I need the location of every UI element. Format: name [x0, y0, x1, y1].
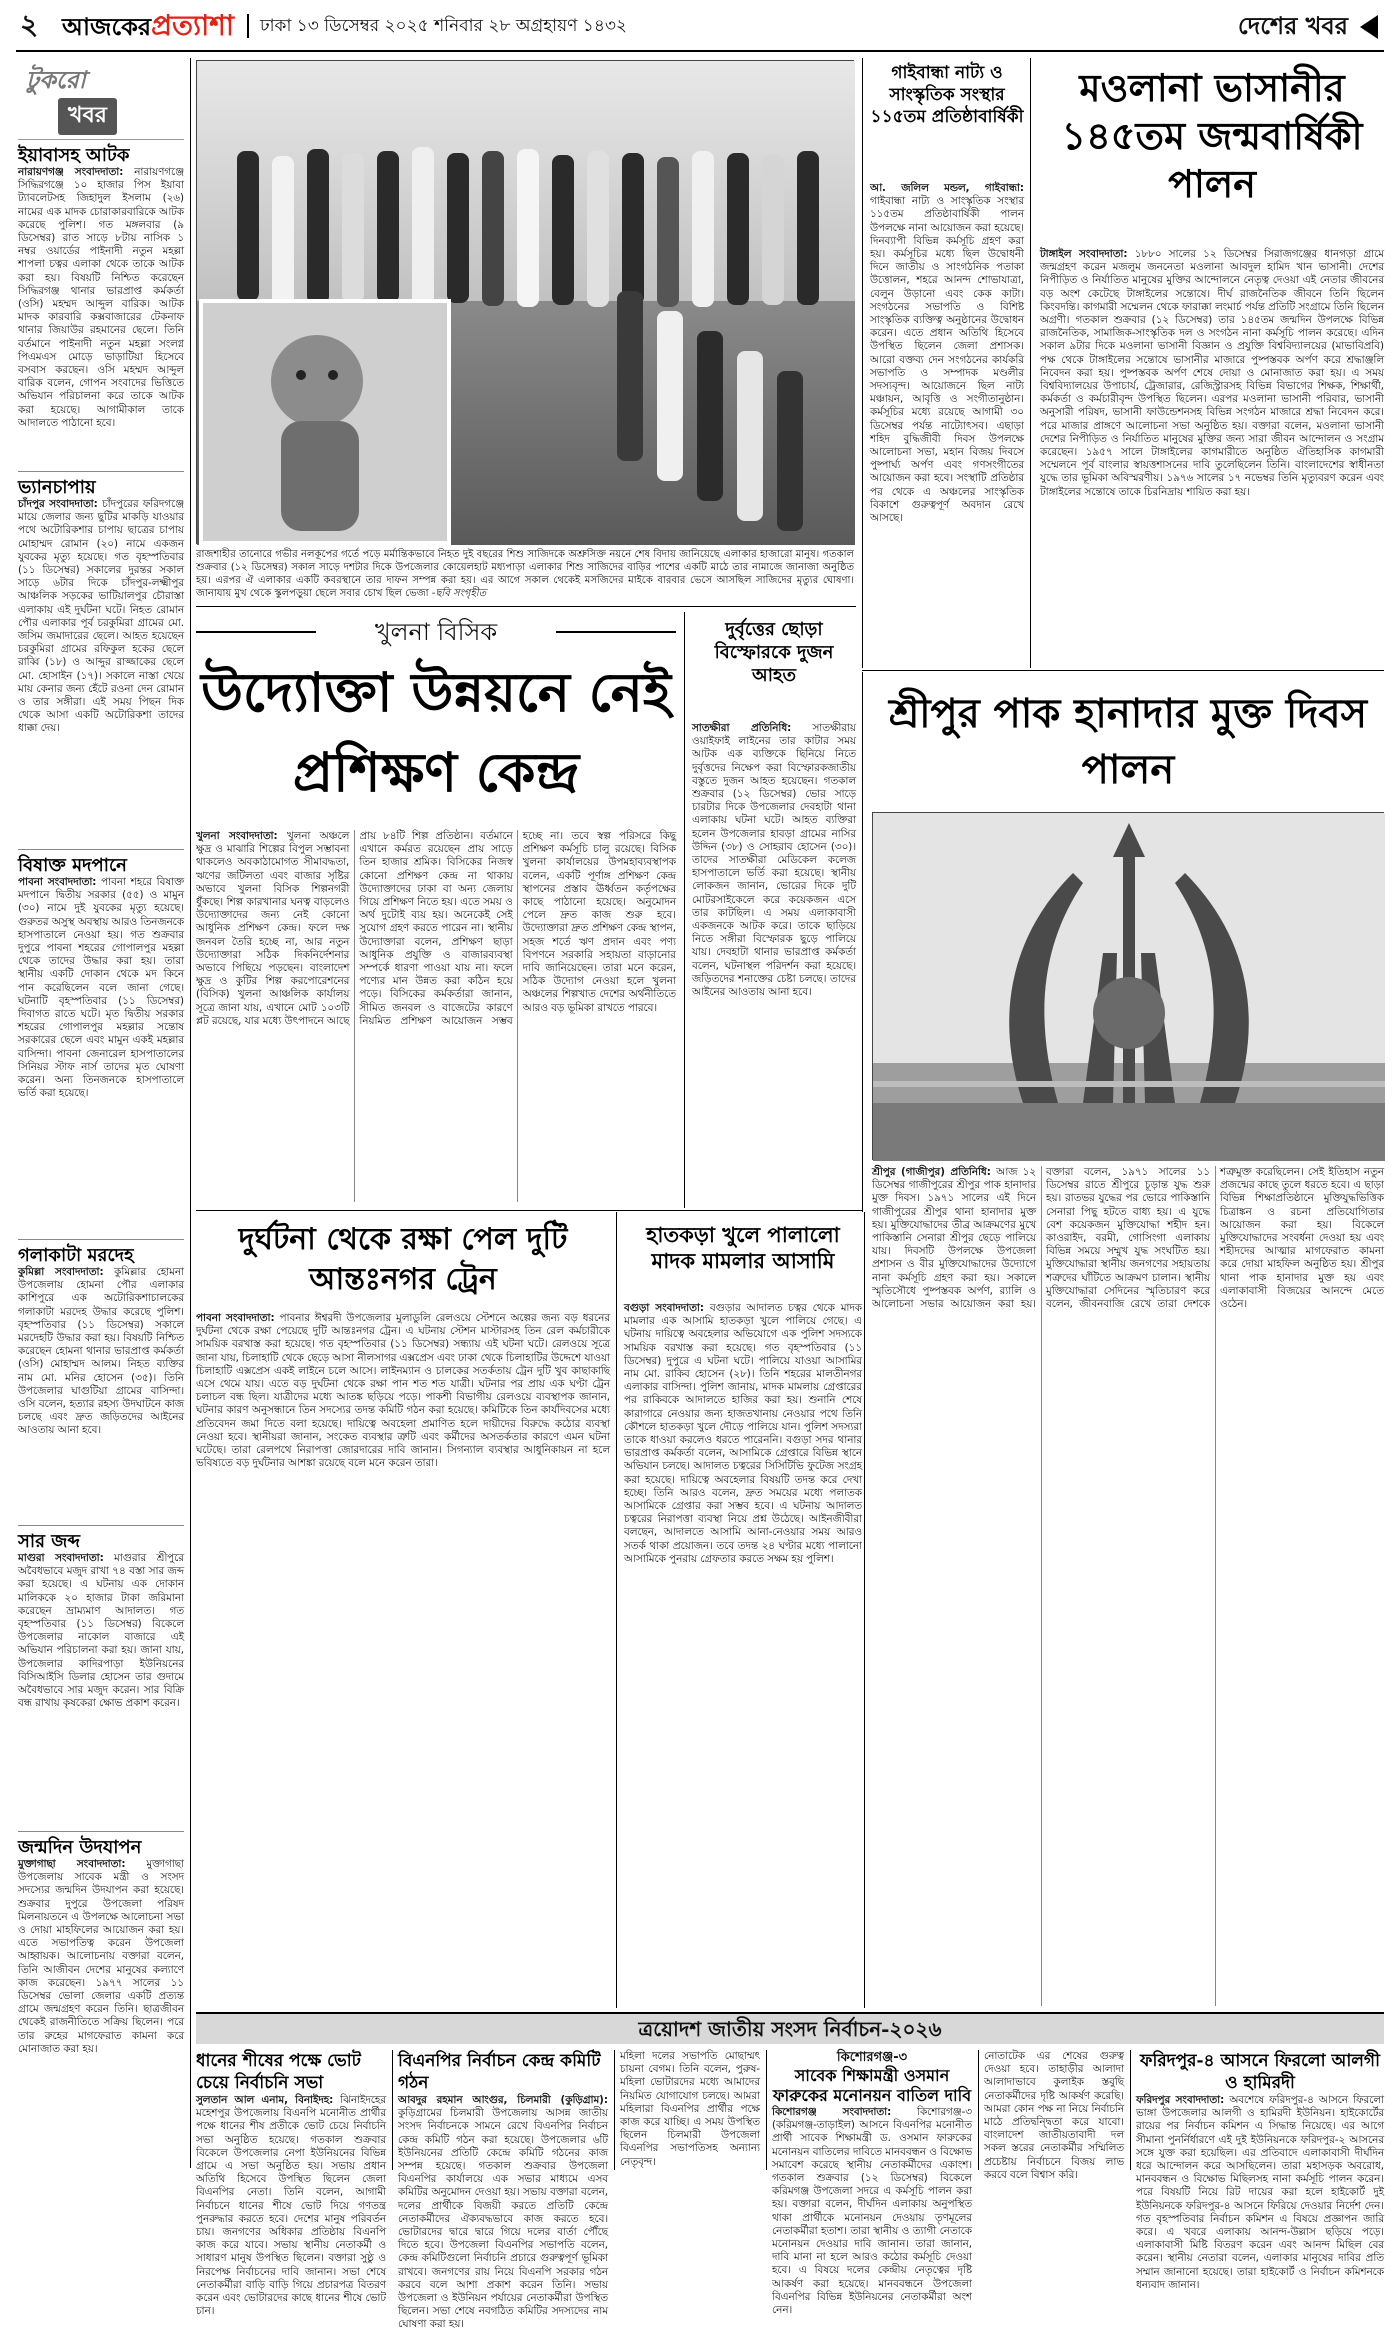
khulna-kicker-box: [196, 616, 676, 648]
monument-photo: [872, 812, 1384, 1160]
brief-text: নারায়ণগঞ্জে সিদ্ধিরগঞ্জে ১০ হাজার পিস ইয়াবা ট্যাবলেটসহ জিহাদুল ইসলাম (২৬) নামের এক মাদক চোরাকারবারিকে আটক করেছে পুলিশ। গত মঙ্গলবার (৯ ডিসেম্বর) রাত সাড়ে ৮টায় নাসিক ১ নম্বর ওয়ার্ডের পাইনাদী নতুন মহল্লা শাপলা চত্বর এলাকা থেকে তাকে আটক করা হয়। বিষয়টি নিশ্চিত করেছেন সিদ্ধিরগঞ্জ থানার ভারপ্রাপ্ত কর্মকর্তা (ওসি) মহম্মদ আব্দুল বারিক। আটক মাদক কারবারি কক্সবাজারের টেকনাফ থানার জিয়াউর রহমানের ছেলে। তিনি বর্তমানে পাইনাদী নতুন মহল্লা সংলগ্ন পিএমএস মোড়ে ভাড়াটিয়া হিসেবে বসবাস করছেন। ওসি মহম্মদ আব্দুল বারিক বলেন, গোপন সংবাদের ভিত্তিতে অভিযান পরিচালনা করে তাকে আটক করা হয়েছে। আগামীকাল তাকে আদালতে পাঠানো হবে।: [18, 166, 184, 429]
bogura-headline: হাতকড়া খুলে পালালো মাদক মামলার আসামি: [646, 1222, 840, 1273]
brief-body: [18, 1858, 184, 2056]
brief-item: [18, 1532, 184, 1832]
brief-byline: চাঁদপুর সংবাদদাতা:: [18, 498, 98, 510]
train-headline: দুর্ঘটনা থেকে রক্ষা পেল দুটি আন্তঃনগর ট্রেন: [238, 1222, 568, 1297]
train-body: [196, 1312, 610, 2002]
brief-text: মুক্তাগাছা উপজেলায় সাবেক মন্ত্রী ও সংসদ সদস্যের জন্মদিন উদযাপন করা হয়েছে। শুক্রবার দুপুরে উপজেলা পরিষদ মিলনায়তনে এ উপলক্ষে আলোচনা সভা ও দোয়া মাহফিলের আয়োজন করা হয়। এতে সভাপতিত্ব করেন উপজেলা আহ্বায়ক। আলোচনায় বক্তারা বলেন, তিনি আজীবন দেশের মানুষের কল্যাণে কাজ করেছেন। ১৯৭৭ সালের ১১ ডিসেম্বর ভোলা জেলার একটি প্রত্যন্ত গ্রামে জন্মগ্রহণ করেন তিনি। ছাত্রজীবন থেকেই রাজনীতিতে সক্রিয় ছিলেন। পরে তার রুহের মাগফেরাত কামনা করে মোনাজাত করা হয়।: [18, 1858, 184, 2055]
column-rule: [616, 1212, 617, 2008]
logo-part-b: প্রত্যাশা: [151, 9, 234, 42]
column-rule: [766, 2050, 767, 2170]
kishoreganj-text: কিশোরগঞ্জ-৩ (করিমগঞ্জ-তাড়াইল) আসনে বিএনপির মনোনীত প্রার্থী সাবেক শিক্ষামন্ত্রী ড. ওসমান ফারুকের মনোনয়ন বাতিলের দাবিতে মানববন্ধন ও বিক্ষোভ সমাবেশ করেছে স্থানীয় নেতাকর্মীদের একাংশ। গতকাল শুক্রবার (১২ ডিসেম্বর) বিকেলে করিমগঞ্জ উপজেলা সদরে এ কর্মসূচি পালন করা হয়। বক্তারা বলেন, দীর্ঘদিন এলাকায় অনুপস্থিত থাকা প্রার্থীকে মনোনয়ন দেওয়ায় তৃণমূলের নেতাকর্মীরা হতাশ। তারা স্থানীয় ও ত্যাগী নেতাকে মনোনয়ন দেওয়ার দাবি জানান। তারা জানান, দাবি মানা না হলে আরও কঠোর কর্মসূচি দেওয়া হবে। এ বিষয়ে দলের কেন্দ্রীয় নেতৃত্বের দৃষ্টি আকর্ষণ করা হয়েছে। মানববন্ধনে উপজেলা বিএনপির বিভিন্ন ইউনিয়নের নেতাকর্মীরা অংশ নেন।: [772, 2106, 972, 2317]
caption-text: রাজশাহীর তানোরে গভীর নলকূপের গর্তে পড়ে মর্মান্তিকভাবে নিহত দুই বছরের শিশু সাজিদকে অশ্রুসিক্ত নয়নে শেষ বিদায় জানিয়েছে এলাকার হাজারো মানুষ। গতকাল শুক্রবার (১২ ডিসেম্বর) সকাল সাড়ে দশটার দিকে উপজেলার কোয়েলহাট মধ্যপাড়া এলাকার শিশু সাজিদের বাড়ির পাশের একটি মাঠে তার নামাজে জানাজা অনুষ্ঠিত হয়। এরপর ঐ এলাকার একটি কবরস্থানে তার দাফন সম্পন্ন করা হয়। এর আগে সকাল থেকেই মসজিদের মাইকে বারবার ভেসে আসছিল সাজিদের মৃত্যুর ঘোষণা। জানাযায় মুখ থেকে স্কুলপড়ুয়া ছেলে সবার চোখ ছিল ভেজা: [196, 549, 854, 599]
sreepur-headline: শ্রীপুর পাক হানাদার মুক্ত দিবস পালন: [888, 690, 1368, 793]
bhashani-body: [1040, 248, 1384, 666]
brief-title: গলাকাটা মরদেহ: [18, 1245, 134, 1266]
bogura-text: বগুড়ার আদালত চত্বর থেকে মাদক মামলার এক আসামি হাতকড়া খুলে পালিয়ে গেছে। এ ঘটনায় দায়িত্বে অবহেলার অভিযোগে এক পুলিশ সদস্যকে সাময়িক বরখাস্ত করা হয়েছে। গত বৃহস্পতিবার (১১ ডিসেম্বর) দুপুরে এ ঘটনা ঘটে। পালিয়ে যাওয়া আসামির নাম মো. রাকিব হোসেন (২৮)। তিনি শহরের মালতীনগর এলাকার বাসিন্দা। পুলিশ জানায়, মাদক মামলায় গ্রেপ্তারের পর রাকিবকে আদালতে হাজির করা হয়। শুনানি শেষে কারাগারে নেওয়ার জন্য হাজতখানায় নেওয়ার পথে তিনি কৌশলে হাতকড়া খুলে দৌড়ে পালিয়ে যান। পুলিশ সদস্যরা তাকে ধাওয়া করলেও ধরতে পারেননি। বগুড়া সদর থানার ভারপ্রাপ্ত কর্মকর্তা বলেন, আসামিকে গ্রেপ্তারে বিভিন্ন স্থানে অভিযান চলছে। আদালত চত্বরের সিসিটিভি ফুটেজ সংগ্রহ করা হয়েছে। দায়িত্বে অবহেলার বিষয়টি তদন্ত করে দেখা হচ্ছে। তিনি আরও বলেন, দ্রুত সময়ের মধ্যে পলাতক আসামিকে গ্রেপ্তার করা সম্ভব হবে। এ ঘটনায় আদালত চত্বরের নিরাপত্তা ব্যবস্থা নিয়ে প্রশ্ন উঠেছে। আইনজীবীরা বলছেন, আদালতে আসামি আনা-নেওয়ার সময় আরও সতর্ক থাকা প্রয়োজন। তবে তদন্ত ২৪ ঘণ্টার মধ্যে পালানো আসামিকে পুনরায় গ্রেফতার করতে সক্ষম হয় পুলিশ।: [624, 1302, 863, 1565]
faridpur-story: [1136, 2050, 1385, 2291]
khulna-text: খুলনা অঞ্চলে ক্ষুদ্র ও মাঝারি শিল্পের বিপুল সম্ভাবনা থাকলেও অবকাঠামোগত সীমাবদ্ধতা, ঋণের জটিলতা এবং বাজার সৃষ্টির অভাবে খুলনা বিসিক শিল্পনগরী ধুঁকছে। শিল্প কারখানার ঘনত্ব বাড়লেও উদ্যোক্তাদের জন্য নেই কোনো আধুনিক প্রশিক্ষণ কেন্দ্র। ফলে দক্ষ জনবল তৈরি হচ্ছে না, আর নতুন উদ্যোক্তারা সঠিক দিকনির্দেশনার অভাবে পিছিয়ে পড়ছেন। বাংলাদেশ ক্ষুদ্র ও কুটির শিল্প করপোরেশনের (বিসিক) খুলনা আঞ্চলিক কার্যালয় সূত্রে জানা যায়, এখানে মোট ১০৩টি প্লট রয়েছে, যার মধ্যে উৎপাদনে আছে প্রায় ৮৪টি শিল্প প্রতিষ্ঠান। বর্তমানে এখানে কর্মরত রয়েছেন প্রায় সাড়ে তিন হাজার শ্রমিক। বিসিকের নিজস্ব কোনো প্রশিক্ষণ কেন্দ্র না থাকায় উদ্যোক্তাদের ঢাকা বা অন্য জেলায় গিয়ে প্রশিক্ষণ নিতে হয়। এতে সময় ও অর্থ দুটোই ব্যয় হয়। অনেকেই সেই সুযোগ গ্রহণ করতে পারেন না। স্থানীয় উদ্যোক্তারা বলেন, প্রশিক্ষণ ছাড়া আধুনিক প্রযুক্তি ও বাজারব্যবস্থা সম্পর্কে ধারণা পাওয়া যায় না। ফলে পণ্যের মান উন্নত করা কঠিন হয়ে পড়ে। বিসিকের কর্মকর্তারা জানান, সীমিত জনবল ও বাজেটের কারণে নিয়মিত প্রশিক্ষণ আয়োজন সম্ভব হচ্ছে না। তবে স্বল্প পরিসরে কিছু প্রশিক্ষণ কর্মসূচি চালু রয়েছে। বিসিক খুলনা কার্যালয়ের উপমহাব্যবস্থাপক বলেন, একটি পূর্ণাঙ্গ প্রশিক্ষণ কেন্দ্র স্থাপনের প্রস্তাব ঊর্ধ্বতন কর্তৃপক্ষের কাছে পাঠানো হয়েছে। অনুমোদন পেলে দ্রুত কাজ শুরু হবে। উদ্যোক্তারা দ্রুত প্রশিক্ষণ কেন্দ্র স্থাপন, সহজ শর্তে ঋণ প্রদান এবং পণ্য বিপণনে সরকারি সহায়তা বাড়ানোর দাবি জানিয়েছেন। তারা মনে করেন, সঠিক উদ্যোগ নেওয়া হলে খুলনা অঞ্চলের শিল্পখাত দেশের অর্থনীতিতে আরও বড় ভূমিকা রাখতে পারবে।: [196, 830, 676, 1027]
dhan-story: [196, 2050, 386, 2318]
bnp-byline: আবদুর রহমান আংগুর, চিলমারী (কুড়িগ্রাম):: [398, 2094, 608, 2106]
brief-title: ভ্যানচাপায়: [18, 477, 96, 498]
election-band: [196, 2012, 1384, 2044]
brief-body: [18, 1552, 184, 1710]
bogura-body: [624, 1302, 862, 2002]
brief-byline: নারায়ণগঞ্জ সংবাদদাতা:: [18, 166, 124, 178]
satkhira-text: সাতক্ষীরায় ওয়াইফাই লাইনের তার কাটার সময় আটক এক ব্যক্তিকে ছিনিয়ে নিতে দুর্বৃত্তদের নিক্ষেপ করা বিস্ফোরকজাতীয় বস্তুতে দুজন আহত হয়েছেন। গতকাল শুক্রবার (১২ ডিসেম্বর) ভোর সাড়ে চারটার দিকে উপজেলার দেবহাটা থানা এলাকায় ঘটনা ঘটে। আহত ব্যক্তিরা হলেন উপজেলার হাবড়া গ্রামের নাসির উদ্দিন (৩৮) ও সোহরাব হোসেন (৩০)। তাদের সাতক্ষীরা মেডিকেল কলেজ হাসপাতালে ভর্তি করা হয়েছে। স্থানীয় লোকজন জানান, ভোরের দিকে দুটি মোটরসাইকেলে করে কয়েকজন এসে তার কাটছিল। এ সময় এলাকাবাসী একজনকে আটক করে। তাকে ছাড়িয়ে নিতে সঙ্গীরা বিস্ফোরক ছুড়ে পালিয়ে যায়। দেবহাটা থানার ভারপ্রাপ্ত কর্মকর্তা বলেন, ঘটনাস্থল পরিদর্শন করা হয়েছে। জড়িতদের শনাক্তের চেষ্টা চলছে। তাদের আইনের আওতায় আনা হবে।: [692, 722, 856, 999]
column-rule: [862, 672, 863, 1212]
section-rule: [196, 1210, 862, 1211]
khulna-byline: খুলনা সংবাদদাতা:: [196, 830, 278, 842]
brief-byline: পাবনা সংবাদদাতা:: [18, 876, 97, 888]
brief-byline: মুক্তাগাছা সংবাদদাতা:: [18, 1858, 126, 1870]
faridpur-body: [1136, 2094, 1384, 2292]
faridpur-text: অবশেষে ফরিদপুর-৪ আসনে ফিরলো ভাঙ্গা উপজেলার আলগী ও হামিরদী ইউনিয়ন। হাইকোর্টের রায়ের পর নির্বাচন কমিশন এ সিদ্ধান্ত নিয়েছে। এর আগে সীমানা পুনর্নির্ধারণে এই দুই ইউনিয়নকে ফরিদপুর-২ আসনের সঙ্গে যুক্ত করা হয়েছিল। এর প্রতিবাদে এলাকাবাসী দীর্ঘদিন ধরে আন্দোলন করে আসছিলেন। তারা মহাসড়ক অবরোধ, মানববন্ধন ও বিক্ষোভ মিছিলসহ নানা কর্মসূচি পালন করেন। পরে বিষয়টি নিয়ে রিট দায়ের করা হলে হাইকোর্ট দুই ইউনিয়নকে ফরিদপুর-৪ আসনে ফিরিয়ে দেওয়ার নির্দেশ দেন। গত বৃহস্পতিবার নির্বাচন কমিশন এ বিষয়ে প্রজ্ঞাপন জারি করে। এ খবরে এলাকায় আনন্দ-উল্লাস ছড়িয়ে পড়ে। এলাকাবাসী মিষ্টি বিতরণ করেন এবং আনন্দ মিছিল বের করেন। স্থানীয় নেতারা বলেন, এলাকার মানুষের দাবির প্রতি সম্মান জানানো হয়েছে। তারা হাইকোর্ট ও নির্বাচন কমিশনকে ধন্যবাদ জানান।: [1136, 2094, 1385, 2291]
sreepur-text: আজ ১২ ডিসেম্বর গাজীপুরের শ্রীপুর পাক হানাদার মুক্ত দিবস। ১৯৭১ সালের এই দিনে গাজীপুরের শ্রীপুর থানা হানাদার মুক্ত হয়। মুক্তিযোদ্ধাদের তীব্র আক্রমণের মুখে পাকিস্তানি সেনারা শ্রীপুর ছেড়ে পালিয়ে যায়। দিবসটি উপলক্ষে উপজেলা প্রশাসন ও বীর মুক্তিযোদ্ধাদের উদ্যোগে নানা কর্মসূচি গ্রহণ করা হয়। সকালে স্মৃতিসৌধে পুষ্পস্তবক অর্পণ, র‍্যালি ও আলোচনা সভার আয়োজন করা হয়। বক্তারা বলেন, ১৯৭১ সালের ১১ ডিসেম্বর রাতে শ্রীপুরে চূড়ান্ত যুদ্ধ শুরু হয়। রাতভর যুদ্ধের পর ভোরে পাকিস্তানি সেনারা পিছু হটতে বাধ্য হয়। এ যুদ্ধে বেশ কয়েকজন মুক্তিযোদ্ধা শহীদ হন। কাওরাইদ, বরমী, গোসিংগা এলাকায় বিভিন্ন সময়ে সম্মুখ যুদ্ধ সংঘটিত হয়। মুক্তিযোদ্ধারা স্থানীয় জনগণের সহায়তায় শত্রুদের ঘাঁটিতে আক্রমণ চালান। স্থানীয় মুক্তিযোদ্ধারা সেদিনের স্মৃতিচারণ করে বলেন, জীবনবাজি রেখে তারা দেশকে শত্রুমুক্ত করেছিলেন। সেই ইতিহাস নতুন প্রজন্মের কাছে তুলে ধরতে হবে। এ ছাড়া বিভিন্ন শিক্ষাপ্রতিষ্ঠানে মুক্তিযুদ্ধভিত্তিক চিত্রাঙ্কন ও রচনা প্রতিযোগিতার আয়োজন করা হয়। বিকেলে মুক্তিযোদ্ধাদের সংবর্ধনা দেওয়া হয় এবং শহীদদের আত্মার মাগফেরাত কামনা করে দোয়া মাহফিল অনুষ্ঠিত হয়। শ্রীপুর থানা পাক হানাদার মুক্ত হয় এবং এলাকাবাসী বিজয়ের আনন্দে মেতে ওঠেন।: [872, 1166, 1384, 1311]
satkhira-body: [692, 722, 856, 1202]
sreepur-body: [872, 1166, 1384, 2006]
brief-title: জন্মদিন উদযাপন: [18, 1837, 142, 1858]
column-rule: [614, 2050, 615, 2170]
brief-item: [18, 478, 184, 850]
page-number: ২: [20, 8, 39, 41]
brief-item: [18, 1838, 184, 2168]
bogura-byline: বগুড়া সংবাদদাতা:: [624, 1302, 704, 1314]
brief-text: মাগুরার শ্রীপুরে অবৈধভাবে মজুদ রাখা ৭৪ বস্তা সার জব্দ করা হয়েছে। এ ঘটনায় এক দোকান মালিককে ২০ হাজার টাকা জরিমানা করেছেন ভ্রাম্যমাণ আদালত। গত বৃহস্পতিবার (১১ ডিসেম্বর) বিকেলে উপজেলার নাকোল বাজারে এই অভিযান পরিচালনা করা হয়। জানা যায়, উপজেলার কাদিরপাড়া ইউনিয়নের বিসিআইসি ডিলার হোসেন তার গুদামে অবৈধভাবে সার মজুদ করেন। সার বিক্রি বন্ধ রাখায় কৃষকেরা ক্ষোভ প্রকাশ করেন।: [18, 1552, 184, 1710]
column-rule: [1030, 58, 1031, 668]
masthead: [0, 0, 1400, 52]
brief-body: [18, 876, 184, 1100]
kishoreganj-story: [772, 2050, 972, 2317]
section-rule: [862, 670, 1384, 671]
column-rule: [684, 612, 685, 1208]
gaibandha-byline: আ. জলিল মন্ডল, গাইবান্ধা:: [870, 182, 1024, 194]
dhan-body: [196, 2094, 386, 2318]
brief-body: [18, 1266, 184, 1438]
kishoreganj-byline: কিশোরগঞ্জ সংবাদদাতা:: [772, 2106, 892, 2118]
brief-title: ইয়াবাসহ আটক: [18, 145, 130, 166]
brief-title: সার জব্দ: [18, 1531, 81, 1552]
bhashani-text: ১৮৮০ সালের ১২ ডিসেম্বর সিরাজগঞ্জের ধানগড়া গ্রামে জন্মগ্রহণ করেন মজলুম জননেতা মওলানা আবদুল হামিদ খান ভাসানী। দেশের নিপীড়িত ও নির্যাতিত মানুষের মুক্তির আন্দোলনে নেতৃত্ব দেওয়া এই নেতার জীবনের বড় অংশ কেটেছে টাঙ্গাইলের সন্তোষে। দীর্ঘ রাজনৈতিক জীবনে তিনি ছিলেন কিংবদন্তি। কাগমারী সম্মেলন থেকে ফারাক্কা লংমার্চ পর্যন্ত প্রতিটি সংগ্রামে তিনি ছিলেন অগ্রণী। গতকাল শুক্রবার (১২ ডিসেম্বর) তার ১৪৫তম জন্মদিন উপলক্ষে বিভিন্ন রাজনৈতিক, সামাজিক-সাংস্কৃতিক দল ও সংগঠন নানা কর্মসূচি পালন করেছে। এদিন সকাল ৯টার দিকে মওলানা ভাসানী বিজ্ঞান ও প্রযুক্তি বিশ্ববিদ্যালয়ের (মাভাবিপ্রবি) পক্ষ থেকে টাঙ্গাইলের সন্তোষে ভাসানীর মাজারে পুষ্পস্তবক অর্পণ করে শ্রদ্ধাঞ্জলি নিবেদন করা হয়। পুষ্পস্তবক অর্পণ শেষে দোয়া ও মোনাজাত করা হয়। এ সময় বিশ্ববিদ্যালয়ের উপাচার্য, ট্রেজারার, রেজিস্ট্রারসহ বিভিন্ন বিভাগের শিক্ষক, শিক্ষার্থী, কর্মকর্তা ও কর্মচারীবৃন্দ উপস্থিত ছিলেন। এরপর মওলানা ভাসানী পরিবার, ভাসানী অনুসারী পরিষদ, ভাসানী ফাউন্ডেশনসহ বিভিন্ন সংগঠন মাজারে শ্রদ্ধা নিবেদন করে। পরে মাজার প্রাঙ্গণে আলোচনা সভা অনুষ্ঠিত হয়। বক্তারা বলেন, মওলানা ভাসানী দেশের নিপীড়িত ও নির্যাতিত মানুষের মুক্তির জন্য সারা জীবন আন্দোলন ও সংগ্রাম করেছেন। ১৯৫৭ সালে টাঙ্গাইলের কাগমারীতে অনুষ্ঠিত ঐতিহাসিক কাগমারী সম্মেলনে পূর্ব বাংলার স্বায়ত্তশাসনের দাবি তুলেছিলেন তিনি। বাংলাদেশের স্বাধীনতা যুদ্ধে তার ভূমিকা অবিস্মরণীয়। ১৯৭৬ সালের ১৭ নভেম্বর তিনি মৃত্যুবরণ করেন এবং টাঙ্গাইলের সন্তোষে তাকে চিরনিদ্রায় শায়িত করা হয়।: [1040, 248, 1384, 498]
sreepur-byline: শ্রীপুর (গাজীপুর) প্রতিনিধি:: [872, 1166, 991, 1178]
satkhira-headline: দুর্বৃত্তের ছোড়া বিস্ফোরকে দুজন আহত: [714, 619, 834, 686]
sidebar-rule: [190, 58, 191, 2168]
khulna-body: [196, 830, 676, 1202]
train-byline: পাবনা সংবাদদাতা:: [196, 1312, 275, 1324]
brief-text: পাবনা শহরে বিষাক্ত মদপানে দ্বিতীয় সরকার (৫৫) ও মামুন (৩০) নামে দুই যুবকের মৃত্যু হয়েছে। গুরুতর অসুস্থ অবস্থায় আরও তিনজনকে হাসপাতালে নেওয়া হয়। গত শুক্রবার দুপুরে পাবনা শহরের গোপালপুর মহল্লা থেকে তাদের উদ্ধার করা হয়। তারা স্থানীয় একটি দোকান থেকে মদ কিনে পান করেছিলেন বলে জানা গেছে। ঘটনাটি বৃহস্পতিবার (১১ ডিসেম্বর) দিবাগত রাতে ঘটে। মৃত দ্বিতীয় সরকার শহরের গোপালপুর মহল্লার সন্তোষ সরকারের ছেলে এবং মামুন একই মহল্লার বাসিন্দা। পাবনা জেনারেল হাসপাতালের সিনিয়র স্টাফ নার্স তাদের মৃত ঘোষণা করেন। অন্য তিনজনকে হাসপাতালে ভর্তি করা হয়েছে।: [18, 876, 185, 1100]
masthead-divider: [247, 14, 249, 38]
bnp-text: কুড়িগ্রামের চিলমারী উপজেলায় আসন্ন জাতীয় সংসদ নির্বাচনকে সামনে রেখে বিএনপির নির্বাচন কেন্দ্র কমিটি গঠন করা হয়েছে। উপজেলার ৬টি ইউনিয়নের প্রতিটি কেন্দ্রে কমিটি গঠনের কাজ সম্পন্ন হয়েছে। গতকাল শুক্রবার উপজেলা বিএনপির কার্যালয়ে এক সভার মাধ্যমে এসব কমিটির অনুমোদন দেওয়া হয়। সভায় বক্তারা বলেন, দলের প্রার্থীকে বিজয়ী করতে প্রতিটি কেন্দ্রে নেতাকর্মীদের ঐক্যবদ্ধভাবে কাজ করতে হবে। ভোটারদের দ্বারে দ্বারে গিয়ে দলের বার্তা পৌঁছে দিতে হবে। উপজেলা বিএনপির সভাপতি বলেন, কেন্দ্র কমিটিগুলো নির্বাচনি প্রচারে গুরুত্বপূর্ণ ভূমিকা রাখবে। জনগণের রায় নিয়ে বিএনপি সরকার গঠন করবে বলে আশা প্রকাশ করেন তিনি। সভায় উপজেলা ও ইউনিয়ন পর্যায়ের নেতাকর্মীরা উপস্থিত ছিলেন। সভা শেষে নবগঠিত কমিটির সদস্যদের নাম ঘোষণা করা হয়।: [398, 2107, 608, 2331]
brief-byline: কুমিল্লা সংবাদদাতা:: [18, 1266, 104, 1278]
brief-item: [18, 856, 184, 1240]
election-stories: [196, 2050, 1385, 2331]
brief-item: [18, 1246, 184, 1526]
funeral-photo-caption: [196, 548, 854, 602]
kicker-line-right: [556, 631, 676, 633]
brief-item: [18, 146, 184, 472]
kishoreganj-kicker: কিশোরগঞ্জ-৩: [836, 2050, 908, 2065]
funeral-photo: [196, 60, 854, 544]
funeral-photo-image: [197, 61, 855, 545]
bhashani-byline: টাঙ্গাইল সংবাদদাতা:: [1040, 248, 1128, 260]
brief-byline: মাগুরা সংবাদদাতা:: [18, 1552, 104, 1564]
dhan-headline: ধানের শীষের পক্ষে ভোট চেয়ে নির্বাচনি সভা: [196, 2051, 361, 2093]
section-arrow-icon: [1360, 15, 1378, 39]
sidebar-briefs: [18, 60, 184, 2168]
bnp-story: [398, 2050, 608, 2331]
briefs-logo-bottom: খবর: [58, 98, 117, 135]
dateline: ঢাকা ১৩ ডিসেম্বর ২০২৫ শনিবার ২৮ অগ্রহায়ণ ১৪৩২: [260, 16, 627, 36]
monument-photo-image: [873, 813, 1385, 1161]
column-rule: [978, 2050, 979, 2170]
briefs-logo: [18, 60, 184, 140]
gaibandha-headline: গাইবান্ধা নাট্য ও সাংস্কৃতিক সংস্থার ১১৫তম প্রতিষ্ঠাবার্ষিকী: [870, 63, 1024, 127]
kishoreganj-headline: সাবেক শিক্ষামন্ত্রী ওসমান ফারুকের মনোনয়ন বাতিল দাবি: [772, 2066, 972, 2105]
section-label: দেশের খবর: [1237, 11, 1348, 40]
faridpur-byline: ফরিদপুর সংবাদদাতা:: [1136, 2094, 1225, 2106]
masthead-rule: [16, 50, 1384, 52]
briefs-logo-top: টুকরো: [26, 65, 86, 94]
masthead-logo: [62, 8, 234, 48]
khulna-kicker: খুলনা বিসিক: [374, 618, 498, 646]
bhashani-headline: মওলানা ভাসানীর ১৪৫তম জন্মবার্ষিকী পালন: [1061, 65, 1363, 206]
kishoreganj-continued: নোতাটেক এর শেষের গুরুত্ব দেওয়া হবে। তাহাড়ীর আলাদা আলাদাভাবে কুলাইক স্তবুছি নেতাকর্মীদের দৃষ্টি আকর্ষণ করেছি। আমরা কোন পক্ষ না নিয়ে নির্বাচনি মাঠে প্রতিদ্বন্দ্বিতা করে যাবো। বাংলাদেশ জাতীয়তাবাদী দল সকল স্তরের নেতাকর্মীর সম্মিলিত প্রচেষ্টায় নির্বাচনে বিজয় লাভ করবে বলে বিশ্বাস করি।: [984, 2050, 1124, 2181]
khulna-headline: উদ্যোক্তা উন্নয়নে নেই প্রশিক্ষণ কেন্দ্র: [200, 660, 672, 804]
train-text: পাবনার ঈশ্বরদী উপজেলার মুলাডুলি রেলওয়ে স্টেশনে অল্পের জন্য বড় ধরনের দুর্ঘটনা থেকে রক্ষা পেয়েছে দুটি আন্তঃনগর ট্রেন। এ ঘটনায় স্টেশন মাস্টারসহ তিন রেল কর্মচারীকে সাময়িক বরখাস্ত করা হয়েছে। গত বৃহস্পতিবার (১১ ডিসেম্বর) সন্ধ্যায় এই ঘটনা ঘটে। রেলওয়ে সূত্রে জানা যায়, চিলাহাটি থেকে ছেড়ে আসা নীলসাগর এক্সপ্রেস এবং ঢাকা থেকে চিলাহাটির উদ্দেশে যাওয়া চিলাহাটি এক্সপ্রেস একই লাইনে চলে আসে। লাইনম্যান ও চালকের সতর্কতায় ট্রেন দুটি খুব কাছাকাছি এসে থেমে যায়। এতে বড় দুর্ঘটনা থেকে রক্ষা পান শত শত যাত্রী। ঘটনার পর প্রায় এক ঘণ্টা ট্রেন চলাচল বন্ধ ছিল। যাত্রীদের মধ্যে আতঙ্ক ছড়িয়ে পড়ে। পাকশী বিভাগীয় রেলওয়ে ব্যবস্থাপক জানান, ঘটনার কারণ অনুসন্ধানে তিন সদস্যের তদন্ত কমিটি গঠন করা হয়েছে। কমিটিকে তিন কার্যদিবসের মধ্যে প্রতিবেদন জমা দিতে বলা হয়েছে। দায়িত্বে অবহেলা প্রমাণিত হলে দায়ীদের বিরুদ্ধে কঠোর ব্যবস্থা নেওয়া হবে। স্থানীয়রা জানান, সংকেত ব্যবস্থার ত্রুটি এবং কর্মীদের অসতর্কতার কারণে এমন ঘটনা ঘটেছে। তারা রেলপথে নিরাপত্তা জোরদারের দাবি জানান। সিগন্যাল ব্যবস্থার আধুনিকায়ন না হলে ভবিষ্যতে বড় দুর্ঘটনার আশঙ্কা রয়েছে বলে মনে করেন তারা।: [196, 1312, 610, 1470]
dhan-byline: সুলতান আল এনাম, বিনাইদহ:: [196, 2094, 334, 2106]
brief-title: বিষাক্ত মদপানে: [18, 855, 127, 876]
brief-body: [18, 166, 184, 430]
kicker-line-left: [196, 631, 316, 633]
photo-bottom-rule: [196, 606, 856, 607]
satkhira-byline: সাতক্ষীরা প্রতিনিধি:: [692, 722, 792, 734]
brief-text: চাঁদপুরের ফরিদগঞ্জে মায়ে জেলার জন্য ছুটির মাকড়ি যাওয়ার পথে অটোরিকশার চাপায় ছাত্রের চাপায় মোহাম্মদ রোমান (২০) নামে একজন যুবকের মৃত্যু হয়েছে। গত বৃহস্পতিবার (১১ ডিসেম্বর) সকালের দুরন্তর সকাল সাড়ে ৬টার দিকে চাঁদপুর-লক্ষ্মীপুর আঞ্চলিক সড়কের ভাটিয়ালপুর চৌরাস্তা এলাকায় এই দুর্ঘটনা ঘটে। নিহত রোমান পৌর এলাকার পূর্ব চরকুমিরা গ্রামের মো. জসিম জমাদারের ছেলে। আহত হয়েছেন চরকুমিরা গ্রামের রফিকুল হকের ছেলে রাব্বি (১৮) ও আব্দুর রাজ্জাকের ছেলে মো. হোসাইন (১৭)। সকালে নাস্তা খেয়ে মায় কেনার জন্য হেঁটে রওনা দেন রোমান ও তার সঙ্গীরা। এই সময় পিছন দিক থেকে আসা একটি অটোরিকশা তাদের ধাক্কা দেয়।: [18, 498, 184, 735]
photo-credit: -ছবি সংগৃহীত: [431, 588, 487, 599]
dhan-text: ঝিনাইদহের মহেশপুর উপজেলায় বিএনপি মনোনীত প্রার্থীর পক্ষে ধানের শীষ প্রতীকে ভোট চেয়ে নির্বাচনি সভা অনুষ্ঠিত হয়েছে। গতকাল শুক্রবার বিকেলে উপজেলার নেপা ইউনিয়নের বিভিন্ন গ্রামে এ সভা অনুষ্ঠিত হয়। সভায় প্রধান অতিথি হিসেবে উপস্থিত ছিলেন জেলা বিএনপির নেতা। তিনি বলেন, আগামী নির্বাচনে ধানের শীষে ভোট দিয়ে গণতন্ত্র পুনরুদ্ধার করতে হবে। দেশের মানুষ পরিবর্তন চায়। জনগণের অধিকার প্রতিষ্ঠায় বিএনপি কাজ করে যাবে। সভায় স্থানীয় নেতাকর্মী ও সাধারণ মানুষ উপস্থিত ছিলেন। বক্তারা সুষ্ঠু ও নিরপেক্ষ নির্বাচনের দাবি জানান। সভা শেষে নেতাকর্মীরা বাড়ি বাড়ি গিয়ে প্রচারপত্র বিতরণ করেন এবং ভোটারদের কাছে ধানের শীষে ভোট চান।: [196, 2094, 386, 2318]
column-rule: [1130, 2050, 1131, 2170]
brief-body: [18, 498, 184, 736]
column-rule: [864, 1212, 865, 2008]
logo-part-a: আজকের: [62, 12, 152, 41]
column-rule: [862, 58, 863, 668]
bnp-continued: মহিলা দলের সভাপতি মোছাম্মৎ চায়না বেগম। তিনি বলেন, পুরুষ-মহিলা ভোটারদের মধ্যে আমাদের নিয়মিত যোগাযোগ চলছে। আমরা মহিলারা বিএনপির প্রার্থীর পক্ষে কাজ করে যাচ্ছি। এ সময় উপস্থিত ছিলেন চিলমারী উপজেলা বিএনপির সভাপতিসহ অন্যান্য নেতৃবৃন্দ।: [620, 2050, 760, 2168]
gaibandha-text: গাইবান্ধা নাট্য ও সাংস্কৃতিক সংস্থার ১১৫তম প্রতিষ্ঠাবার্ষিকী পালন উপলক্ষে নানা আয়োজন করা হয়েছে। দিনব্যাপী বিভিন্ন কর্মসূচি গ্রহণ করা হয়। কর্মসূচির মধ্যে ছিল উদ্বোধনী দিনে জাতীয় ও সাংগঠনিক পতাকা উত্তোলন, শহরে আনন্দ শোভাযাত্রা, বেলুন উড়ানো এবং কেক কাটা। সংগঠনের সভাপতি ও বিশিষ্ট সাংস্কৃতিক ব্যক্তিত্ব অনুষ্ঠানের উদ্বোধন করেন। এতে প্রধান অতিথি হিসেবে উপস্থিত ছিলেন জেলা প্রশাসক। আরো বক্তব্য দেন সংগঠনের কার্যকরি সভাপতি ও সম্পাদক মণ্ডলীর সদস্যবৃন্দ। আয়োজনে ছিল নাট্য মঞ্চায়ন, আবৃত্তি ও সংগীতানুষ্ঠান। কর্মসূচির মধ্যে রয়েছে আগামী ৩০ ডিসেম্বর পর্যন্ত নাট্যোৎসব। এছাড়া শহিদ বুদ্ধিজীবী দিবস উপলক্ষে আলোচনা সভা, মহান বিজয় দিবসে পুষ্পার্ঘ্য অর্পণ এবং গণসংগীতের আয়োজন করা হবে। সংস্থাটি প্রতিষ্ঠার পর থেকে এ অঞ্চলের সাংস্কৃতিক বিকাশে গুরুত্বপূর্ণ অবদান রেখে আসছে।: [870, 195, 1024, 525]
column-rule: [392, 2050, 393, 2170]
bnp-headline: বিএনপির নির্বাচন কেন্দ্র কমিটি গঠন: [398, 2051, 601, 2093]
election-band-title: ত্রয়োদশ জাতীয় সংসদ নির্বাচন-২০২৬: [638, 2017, 942, 2041]
faridpur-headline: ফরিদপুর-৪ আসনে ফিরলো আলগী ও হামিরদী: [1140, 2051, 1380, 2093]
kishoreganj-body: [772, 2106, 972, 2317]
brief-text: কুমিল্লার হোমনা উপজেলায় হোমনা পৌর এলাকার কাশিপুরে এক অটোরিকশাচালকের গলাকাটা মরদেহ উদ্ধার করেছে পুলিশ। বৃহস্পতিবার (১১ ডিসেম্বর) সকালে মরদেহটি উদ্ধার করা হয়। বিষয়টি নিশ্চিত করেছেন হোমনা থানার ভারপ্রাপ্ত কর্মকর্তা (ওসি) মোহাম্মদ আলম। নিহত ব্যক্তির নাম মো. মনির হোসেন (৩৫)। তিনি উপজেলার ঘাগুটিয়া গ্রামের বাসিন্দা। ওসি বলেন, হত্যার রহস্য উদঘাটনে কাজ চলছে এবং দ্রুত জড়িতদের আইনের আওতায় আনা হবে।: [18, 1266, 184, 1437]
gaibandha-body: [870, 182, 1024, 662]
bnp-body: [398, 2094, 608, 2332]
